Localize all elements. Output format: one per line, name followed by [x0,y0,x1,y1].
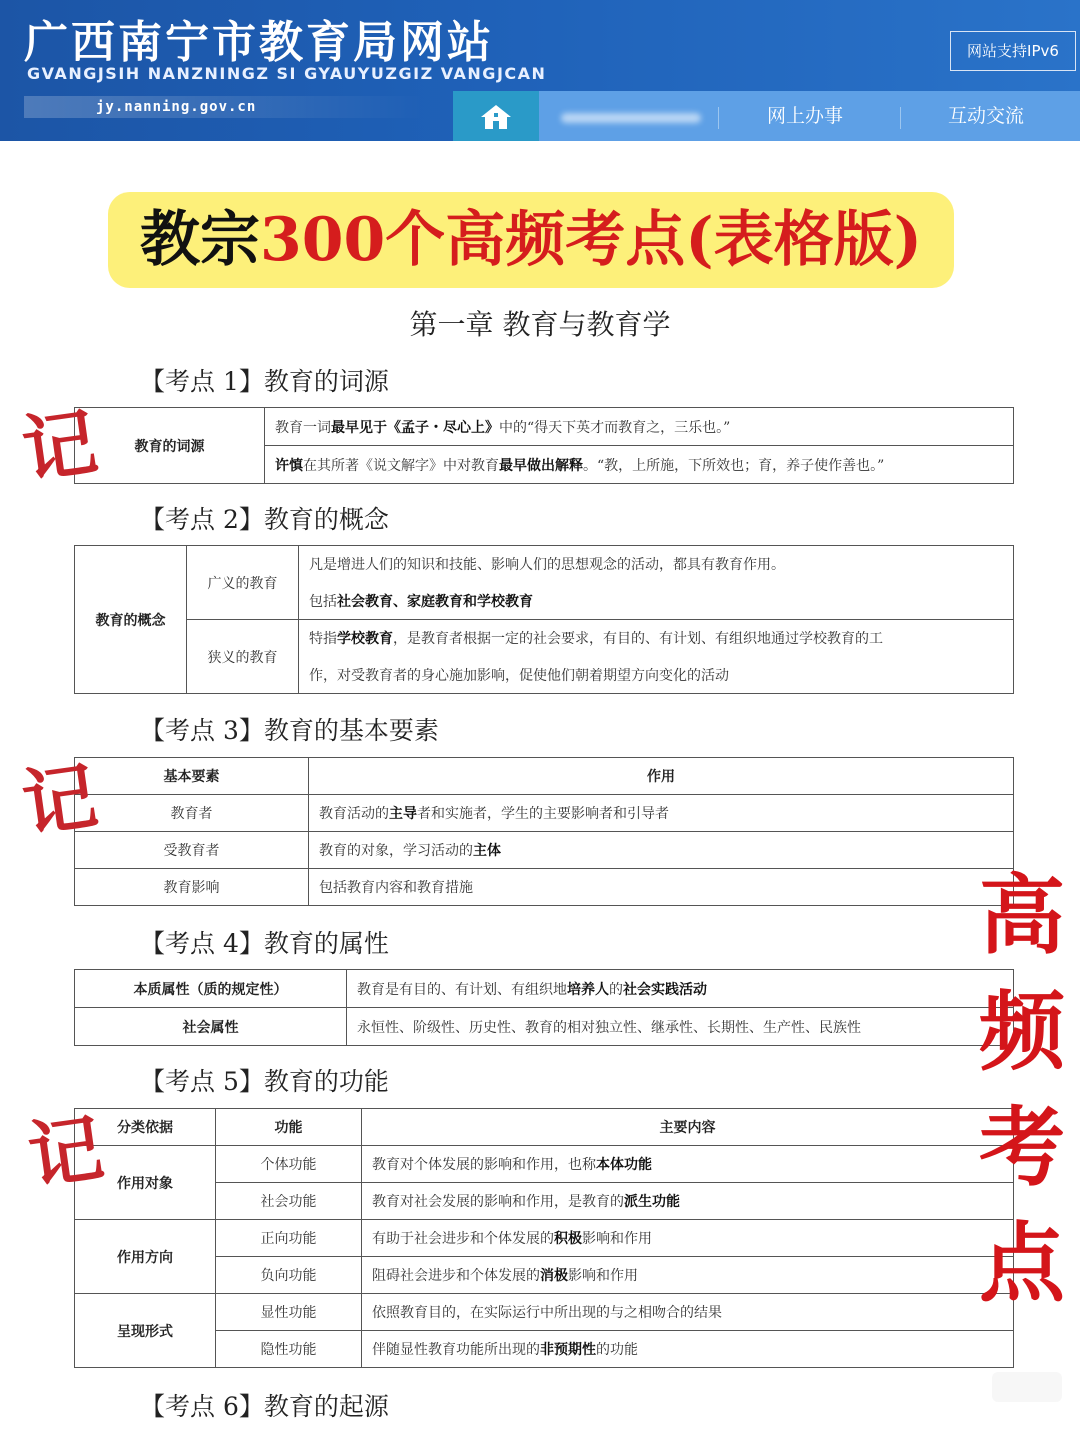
function-name: 正向功能 [216,1220,362,1257]
banner-title-black: 教宗 [139,205,260,275]
text: 教育的对象，学习活动的 [319,843,473,859]
functions-header-3: 主要内容 [362,1109,1014,1146]
bold-text: 最早做出解释 [499,457,583,474]
bold-text: 本体功能 [596,1157,652,1173]
function-name: 隐性功能 [216,1331,362,1368]
function-desc [362,1331,1014,1368]
memo-mark: 记 [23,1105,109,1201]
concept-narrow-line-2: 作，对受教育者的身心施加影响，促使他们朝着期望方向变化的活动 [299,657,1014,694]
attributes-value: 永恒性、阶级性、历史性、教育的相对独立性、继承性、长期性、生产性、民族性 [347,1008,1014,1046]
elements-key: 受教育者 [75,832,309,869]
table-attributes [74,969,1014,1046]
text: 的功能 [596,1342,638,1358]
bold-text: 社会教育、家庭教育和学校教育 [337,593,533,610]
function-desc [362,1183,1014,1220]
text: 阻碍社会进步和个体发展的 [372,1268,540,1284]
nav-home[interactable] [453,91,539,141]
bold-text: 培养人 [567,981,609,998]
text: 有助于社会进步和个体发展的 [372,1231,554,1247]
site-url[interactable]: jy.nanning.gov.cn [24,96,424,118]
bold-text: 主体 [473,843,501,859]
functions-header-1: 分类依据 [75,1109,216,1146]
etymology-row-2 [265,446,1014,484]
bold-text: 派生功能 [624,1194,680,1210]
functions-group: 呈现形式 [75,1294,216,1368]
memo-mark: 记 [17,753,103,849]
attributes-value [347,970,1014,1008]
elements-value [309,832,1014,869]
text: 教育一词 [275,419,331,436]
function-desc: 依照教育目的，在实际运行中所出现的与之相吻合的结果 [362,1294,1014,1331]
etymology-row-1 [265,408,1014,446]
nav-separator [718,107,719,129]
text: 中的“得天下英才而教育之，三乐也。” [499,419,731,436]
function-name: 负向功能 [216,1257,362,1294]
function-desc [362,1220,1014,1257]
text: 特指 [309,631,337,648]
text: 教育活动的 [319,806,389,822]
attributes-key: 社会属性 [75,1008,347,1046]
text: 。“教，上所施，下所效也；育，养子使作善也。” [583,457,885,474]
high-frequency-label [972,858,1072,1322]
text: 的 [609,981,623,998]
bold-text: 许慎 [275,457,303,474]
elements-key: 教育者 [75,795,309,832]
text: 教育对社会发展的影响和作用，是教育的 [372,1194,624,1210]
text: 影响和作用 [568,1268,638,1284]
elements-value: 包括教育内容和教育措施 [309,869,1014,906]
banner-title [108,192,954,288]
table-elements [74,757,1014,906]
function-name: 个体功能 [216,1146,362,1183]
title-banner [108,192,954,288]
text: 影响和作用 [582,1231,652,1247]
home-icon [480,104,512,130]
bold-text: 主导 [389,806,417,822]
elements-value [309,795,1014,832]
functions-group: 作用方向 [75,1220,216,1294]
chapter-title: 第一章 教育与教育学 [409,308,671,341]
point-3-heading: 【考点 3】教育的基本要素 [140,716,439,745]
functions-header-2: 功能 [216,1109,362,1146]
table-etymology [74,407,1014,484]
point-4-heading: 【考点 4】教育的属性 [140,929,389,958]
table-concept [74,545,1014,694]
table-functions [74,1108,1014,1368]
bold-text: 消极 [540,1268,568,1284]
high-frequency-char: 考 [979,1098,1065,1198]
bold-text: 非预期性 [540,1342,596,1358]
text: ，是教育者根据一定的社会要求，有目的、有计划、有组织地通过学校教育的工 [393,631,883,648]
concept-broad-label: 广义的教育 [187,546,299,620]
text: 在其所著《说文解字》中对教育 [303,457,499,474]
nav-bar [453,91,1080,141]
nav-item-blurred[interactable] [561,113,701,123]
concept-label: 教育的概念 [75,546,187,694]
text: 教育是有目的、有计划、有组织地 [357,981,567,998]
function-name: 显性功能 [216,1294,362,1331]
bold-text: 积极 [554,1231,582,1247]
point-6-heading: 【考点 6】教育的起源 [140,1392,389,1421]
bold-text: 学校教育 [337,631,393,648]
banner-title-red: 300个高频考点(表格版) [259,205,923,275]
function-desc [362,1257,1014,1294]
high-frequency-char: 频 [979,982,1065,1082]
point-5-heading: 【考点 5】教育的功能 [140,1067,389,1096]
site-title[interactable]: 广西南宁市教育局网站 [24,17,494,68]
text: 伴随显性教育功能所出现的 [372,1342,540,1358]
bold-text: 社会实践活动 [623,981,707,998]
bold-text: 最早见于《孟子・尽心上》 [331,419,499,436]
function-desc [362,1146,1014,1183]
text: 者和实施者，学生的主要影响者和引导者 [417,806,669,822]
functions-group: 作用对象 [75,1146,216,1220]
nav-separator [900,107,901,129]
memo-mark: 记 [17,399,103,495]
function-name: 社会功能 [216,1183,362,1220]
concept-broad-line-1: 凡是增进人们的知识和技能、影响人们的思想观念的活动，都具有教育作用。 [299,546,1014,583]
point-1-heading: 【考点 1】教育的词源 [140,367,389,396]
attributes-key: 本质属性（质的规定性） [75,970,347,1008]
elements-header-1: 基本要素 [75,758,309,795]
site-latin-title: GVANGJSIH NANZNINGZ SI GYAUYUZGIZ VANGJCAN [27,64,547,83]
high-frequency-char: 点 [979,1214,1065,1314]
etymology-label: 教育的词源 [75,408,265,484]
text: 包括 [309,593,337,610]
text: 教育对个体发展的影响和作用，也称 [372,1157,596,1173]
concept-narrow-label: 狭义的教育 [187,620,299,694]
elements-header-2: 作用 [309,758,1014,795]
high-frequency-char: 高 [979,866,1065,966]
concept-broad-line-2 [299,583,1014,620]
nav-item-interaction[interactable]: 互动交流 [948,105,1025,127]
elements-key: 教育影响 [75,869,309,906]
watermark [992,1372,1062,1402]
ipv6-badge[interactable]: 网站支持IPv6 [950,31,1076,71]
nav-item-online-service[interactable]: 网上办事 [767,105,844,127]
point-2-heading: 【考点 2】教育的概念 [140,505,389,534]
concept-narrow-line-1 [299,620,1014,657]
site-header [0,0,1080,141]
